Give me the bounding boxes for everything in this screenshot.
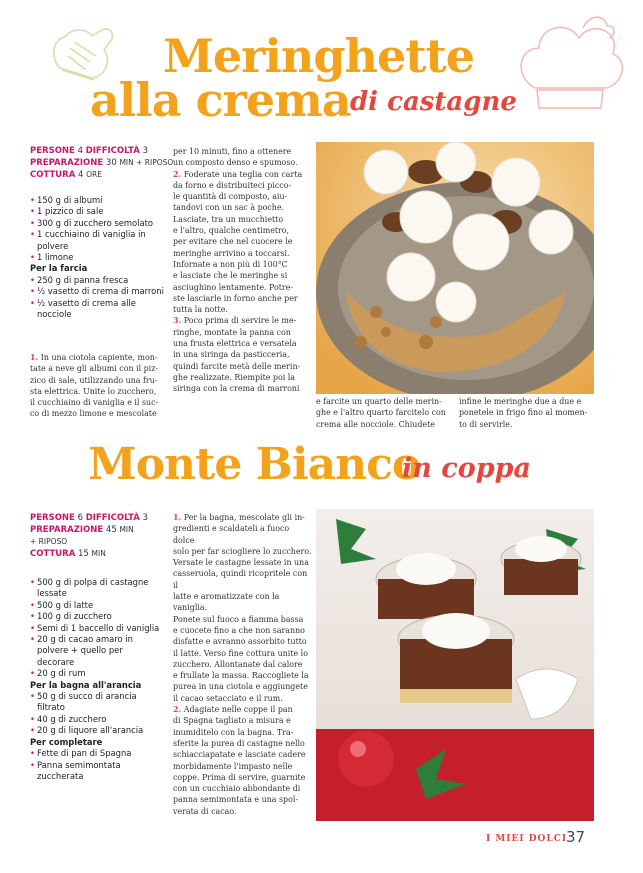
list-item: • 50 g di succo di arancia filtrato <box>30 691 160 714</box>
list-item: • 20 g di cacao amaro in polvere + quello per decorare <box>30 634 160 668</box>
recipe1-step3-cont: e farcite un quarto delle merin- ghe e l'altro quarto farcitelo con crema alle nocciole. Chiudete <box>316 397 446 429</box>
recipe2-title-script: in coppa <box>402 453 531 484</box>
list-item: • 20 g di rum <box>30 668 160 679</box>
list-item: • 150 g di albumi <box>30 195 170 206</box>
recipe2-title: Monte Bianco <box>88 439 421 490</box>
list-item: • 250 g di panna fresca <box>30 275 170 286</box>
list-item: • 1 pizzico di sale <box>30 206 170 217</box>
recipe1-step1: 1. In una ciotola capiente, mon- tate a neve gli albumi con il piz- zico di sale, utilizzando una fru- sta elettrica. Unite lo zucchero, il cucchiaino di vaniglia e il suc- co di mezzo limone e mescolate <box>30 353 159 419</box>
recipe1-ingredients <box>30 195 170 320</box>
page-number: 37 <box>566 828 586 846</box>
list-item: • ½ vasetto di crema di marroni <box>30 286 170 297</box>
recipe2-meta: PERSONE 6 DIFFICOLTÀ 3 PREPARAZIONE 45 MIN + RIPOSO COTTURA 15 MIN <box>30 513 148 559</box>
recipe1-meta: PERSONE 4 DIFFICOLTÀ 3 PREPARAZIONE 30 MIN + RIPOSO COTTURA 4 ORE <box>30 146 174 180</box>
recipe2-steps: 1. Per la bagna, mescolate gli in- gredienti e scaldateli a fuoco dolce solo per far sciogliere lo zucchero. Versate le castagne lessate in una casseruola, quindi ricopritele con il latte e aromatizzate con la vaniglia. Ponete sul fuoco a fiamma bassa e cuocete fino a che non saranno disfatte e avranno assorbito tutto il latte. Verso fine cottura unite lo zucchero. Allontanate dal calore e frullate la massa. Raccogliete la purea in una ciotola e aggiungete il cacao setacciato e il rum. 2. Adagiate nelle coppe il pan di Spagna tagliato a misura e inumiditelo con la bagna. Tra- sferite la purea di castagne nello schiacciapatate e lasciate cadere morbidamente l'impasto nelle coppe. Prima di servire, guarnite con un cucchiaio abbondante di panna semimontata e una spol- verata di cacao. <box>173 513 312 816</box>
list-item: • 100 g di zucchero <box>30 611 160 622</box>
recipe2-ingredients <box>30 577 160 782</box>
completare-heading: Per completare <box>30 736 103 747</box>
bagna-heading: Per la bagna all'arancia <box>30 679 142 690</box>
list-item: • 1 cucchiaino di vaniglia in polvere <box>30 229 170 252</box>
chef-hat-doodle <box>505 8 635 118</box>
recipe1-step3-end: infine le meringhe due a due e ponetele in frigo fino al momen- to di servirle. <box>459 397 588 429</box>
list-item: • Fette di pan di Spagna <box>30 748 160 759</box>
farcia-heading: Per la farcia <box>30 263 88 274</box>
recipe1-title-line1: Meringhette <box>163 29 474 83</box>
recipe1-steps-column: per 10 minuti, fino a ottenere un composto denso e spumoso. 2. Foderate una teglia con carta da forno e distribuiteci picco- le quantità di composto, aiu- tandovi con un sac à poche. Lasciate, tra un mucchietto e l'altro, qualche centimetro, per evitare che nel cuocere le meringhe arrivino a toccarsi. Infornate a non più di 100°C e lasciate che le meringhe si asciughino lentamente. Potre- ste lasciarle in forno anche per tutta la notte. 3. Poco prima di servire le me- ringhe, montate la panna con una frusta elettrica e versatela in una siringa da pasticceria, quindi farcite metà delle merin- ghe realizzate. Riempite poi la siringa con la crema di marroni <box>173 147 303 394</box>
list-item: • 500 g di latte <box>30 600 160 611</box>
recipe1-title-line2: alla crema <box>90 73 351 127</box>
recipe1-title-script: di castagne <box>350 87 517 117</box>
list-item: • 1 limone <box>30 252 170 263</box>
list-item: • 300 g di zucchero semolato <box>30 218 170 229</box>
list-item: • Semi di 1 baccello di vaniglia <box>30 623 160 634</box>
footer-brand: I MIEI DOLCI <box>486 834 568 844</box>
list-item: • 40 g di zucchero <box>30 714 160 725</box>
list-item: • ½ vasetto di crema alle nocciole <box>30 298 170 321</box>
list-item: • 500 g di polpa di castagne lessate <box>30 577 160 600</box>
monte-bianco-photo <box>316 509 594 821</box>
list-item: • 20 g di liquore all'arancia <box>30 725 160 736</box>
list-item: • Panna semimontata zuccherata <box>30 760 160 783</box>
meringhette-photo <box>316 142 594 394</box>
